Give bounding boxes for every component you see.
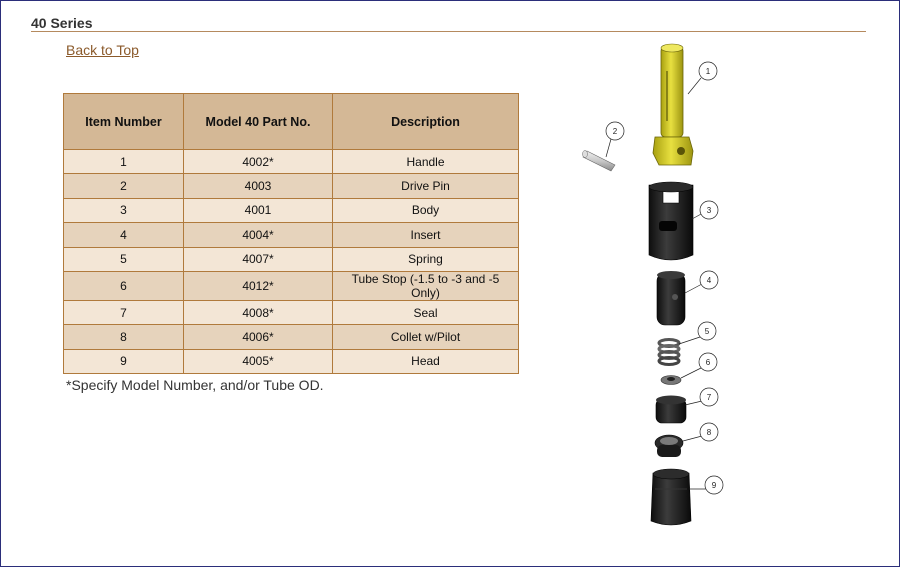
body-part <box>649 182 693 260</box>
cell-part: 4004* <box>184 223 333 247</box>
spring-part <box>659 340 679 365</box>
cell-part: 4002* <box>184 150 333 174</box>
cell-part: 4008* <box>184 300 333 324</box>
table-row <box>64 325 519 349</box>
callout-label: 3 <box>706 206 712 215</box>
callout-7 <box>685 388 718 406</box>
cell-description: Handle <box>333 150 519 174</box>
cell-item: 9 <box>64 349 184 373</box>
cell-description: Spring <box>333 247 519 271</box>
cell-item: 3 <box>64 198 184 222</box>
table-row <box>64 349 519 373</box>
cell-part: 4006* <box>184 325 333 349</box>
cell-description: Head <box>333 349 519 373</box>
callout-label: 4 <box>706 276 712 285</box>
section-divider <box>31 31 866 32</box>
handle-part <box>653 44 693 165</box>
cell-item: 5 <box>64 247 184 271</box>
parts-table <box>63 93 519 374</box>
collet-part <box>655 435 683 457</box>
exploded-parts-diagram <box>571 41 741 531</box>
cell-part: 4012* <box>184 271 333 300</box>
cell-description: Tube Stop (-1.5 to -3 and -5 Only) <box>333 271 519 300</box>
cell-description: Drive Pin <box>333 174 519 198</box>
cell-item: 4 <box>64 223 184 247</box>
head-part <box>651 469 691 525</box>
cell-item: 7 <box>64 300 184 324</box>
cell-item: 2 <box>64 174 184 198</box>
footnote: *Specify Model Number, and/or Tube OD. <box>66 377 324 393</box>
cell-part: 4001 <box>184 198 333 222</box>
back-to-top-link[interactable]: Back to Top <box>66 42 139 58</box>
callout-label: 6 <box>705 358 711 367</box>
callout-label: 8 <box>706 428 712 437</box>
cell-description: Body <box>333 198 519 222</box>
header-part-number: Model 40 Part No. <box>184 94 333 150</box>
callout-4 <box>685 271 718 293</box>
table-row <box>64 271 519 300</box>
table-row <box>64 300 519 324</box>
cell-description: Insert <box>333 223 519 247</box>
table-row <box>64 247 519 271</box>
seal-part <box>656 396 686 424</box>
callout-3 <box>692 201 718 219</box>
callout-label: 9 <box>711 481 717 490</box>
callout-1 <box>688 62 717 94</box>
drive-pin-part <box>583 151 616 172</box>
callout-label: 2 <box>612 127 618 136</box>
table-header-row <box>64 94 519 150</box>
callout-5 <box>679 322 716 344</box>
header-item-number: Item Number <box>64 94 184 150</box>
header-description: Description <box>333 94 519 150</box>
callout-6 <box>681 353 717 378</box>
callout-8 <box>683 423 718 441</box>
insert-part <box>657 271 685 325</box>
cell-item: 6 <box>64 271 184 300</box>
cell-part: 4007* <box>184 247 333 271</box>
cell-part: 4005* <box>184 349 333 373</box>
tube-stop-part <box>661 376 681 385</box>
cell-item: 8 <box>64 325 184 349</box>
table-row <box>64 198 519 222</box>
callout-label: 7 <box>706 393 712 402</box>
callout-9 <box>689 476 723 494</box>
callout-2 <box>606 122 624 157</box>
section-title: 40 Series <box>31 15 93 31</box>
table-row <box>64 150 519 174</box>
table-row <box>64 223 519 247</box>
cell-item: 1 <box>64 150 184 174</box>
table-row <box>64 174 519 198</box>
cell-part: 4003 <box>184 174 333 198</box>
callout-label: 5 <box>704 327 710 336</box>
cell-description: Collet w/Pilot <box>333 325 519 349</box>
cell-description: Seal <box>333 300 519 324</box>
callout-label: 1 <box>705 67 711 76</box>
